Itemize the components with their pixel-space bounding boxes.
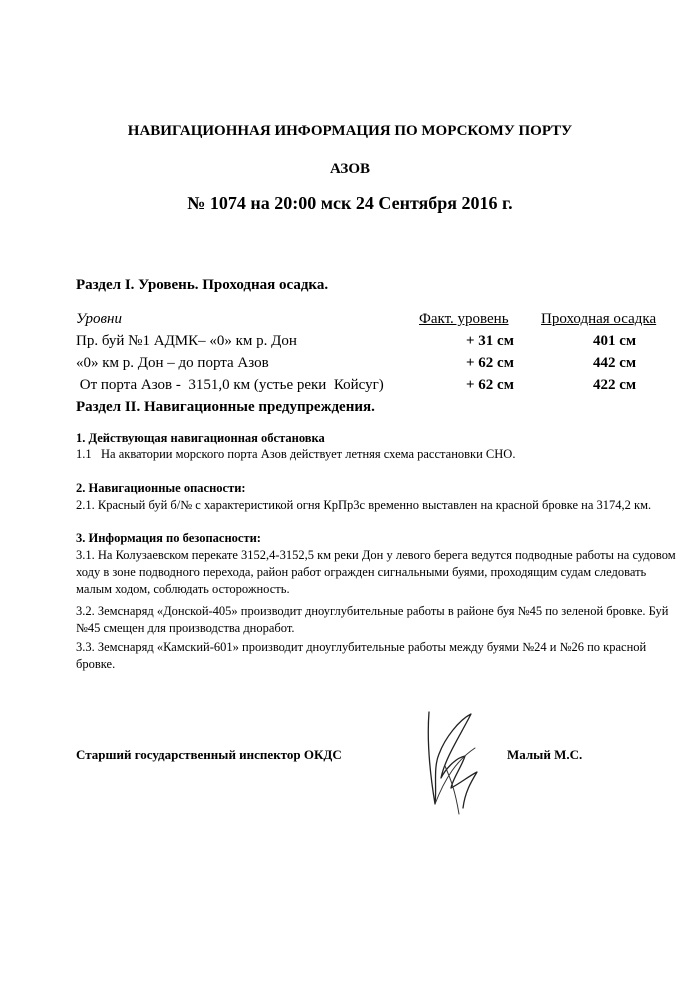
signatory-name: Малый М.С. [507,747,583,762]
hazards-text: 2.1. Красный буй б/№ с характеристикой огня КрПр3с временно выставлен на красной бровке на 3174,2 км. [76,498,652,512]
level-row-3-draft: 422 см [593,377,637,393]
column-header-draft: Проходная осадка [541,311,657,327]
level-row-1-draft: 401 см [593,333,637,349]
safety-item-1: 3.1. На Колузаевском перекате 3152,4-3152,5 км реки Дон у левого берега ведутся подводные работы на судовом ходу в зоне подводного перехода, район работ огражден сигнальными буями, проходящим судам следовать малым ходом, соблюдать осторожность. [76,548,676,596]
bulletin-number: № 1074 на 20:00 мск 24 Сентября 2016 г. [187,193,513,213]
handwritten-signature [415,708,510,818]
current-situation-text: 1.1 На акватории морского порта Азов действует летняя схема расстановки СНО. [76,447,516,461]
level-row-1-name: Пр. буй №1 АДМК– «0» км р. Дон [76,333,297,349]
level-row-2-name: «0» км р. Дон – до порта Азов [76,355,269,371]
column-header-levels: Уровни [76,311,122,327]
level-row-1-level: + 31 см [466,333,514,349]
column-header-level: Факт. уровень [419,311,509,327]
signatory-position: Старший государственный инспектор ОКДС [76,747,342,762]
level-row-2-draft: 442 см [593,355,637,371]
level-row-3-level: + 62 см [466,377,514,393]
level-row-3-name: От порта Азов - 3151,0 км (устье реки Койсуг) [76,377,384,393]
section2-heading: Раздел II. Навигационные предупреждения. [76,399,375,415]
level-row-2-level: + 62 см [466,355,514,371]
safety-item-2: 3.2. Земснаряд «Донской-405» производит дноуглубительные работы в районе буя №45 по зеленой бровке. Буй №45 смещен для производства дноработ. [76,604,669,635]
port-name: АЗОВ [329,161,371,177]
safety-heading: 3. Информация по безопасности: [76,531,261,545]
hazards-heading: 2. Навигационные опасности: [76,481,246,495]
document-title: НАВИГАЦИОННАЯ ИНФОРМАЦИЯ ПО МОРСКОМУ ПОРТУ [127,123,573,139]
section1-heading: Раздел I. Уровень. Проходная осадка. [76,277,329,293]
safety-item-3: 3.3. Земснаряд «Камский-601» производит дноуглубительные работы между буями №24 и №26 по красной бровке. [76,640,647,671]
current-situation-heading: 1. Действующая навигационная обстановка [76,431,325,445]
